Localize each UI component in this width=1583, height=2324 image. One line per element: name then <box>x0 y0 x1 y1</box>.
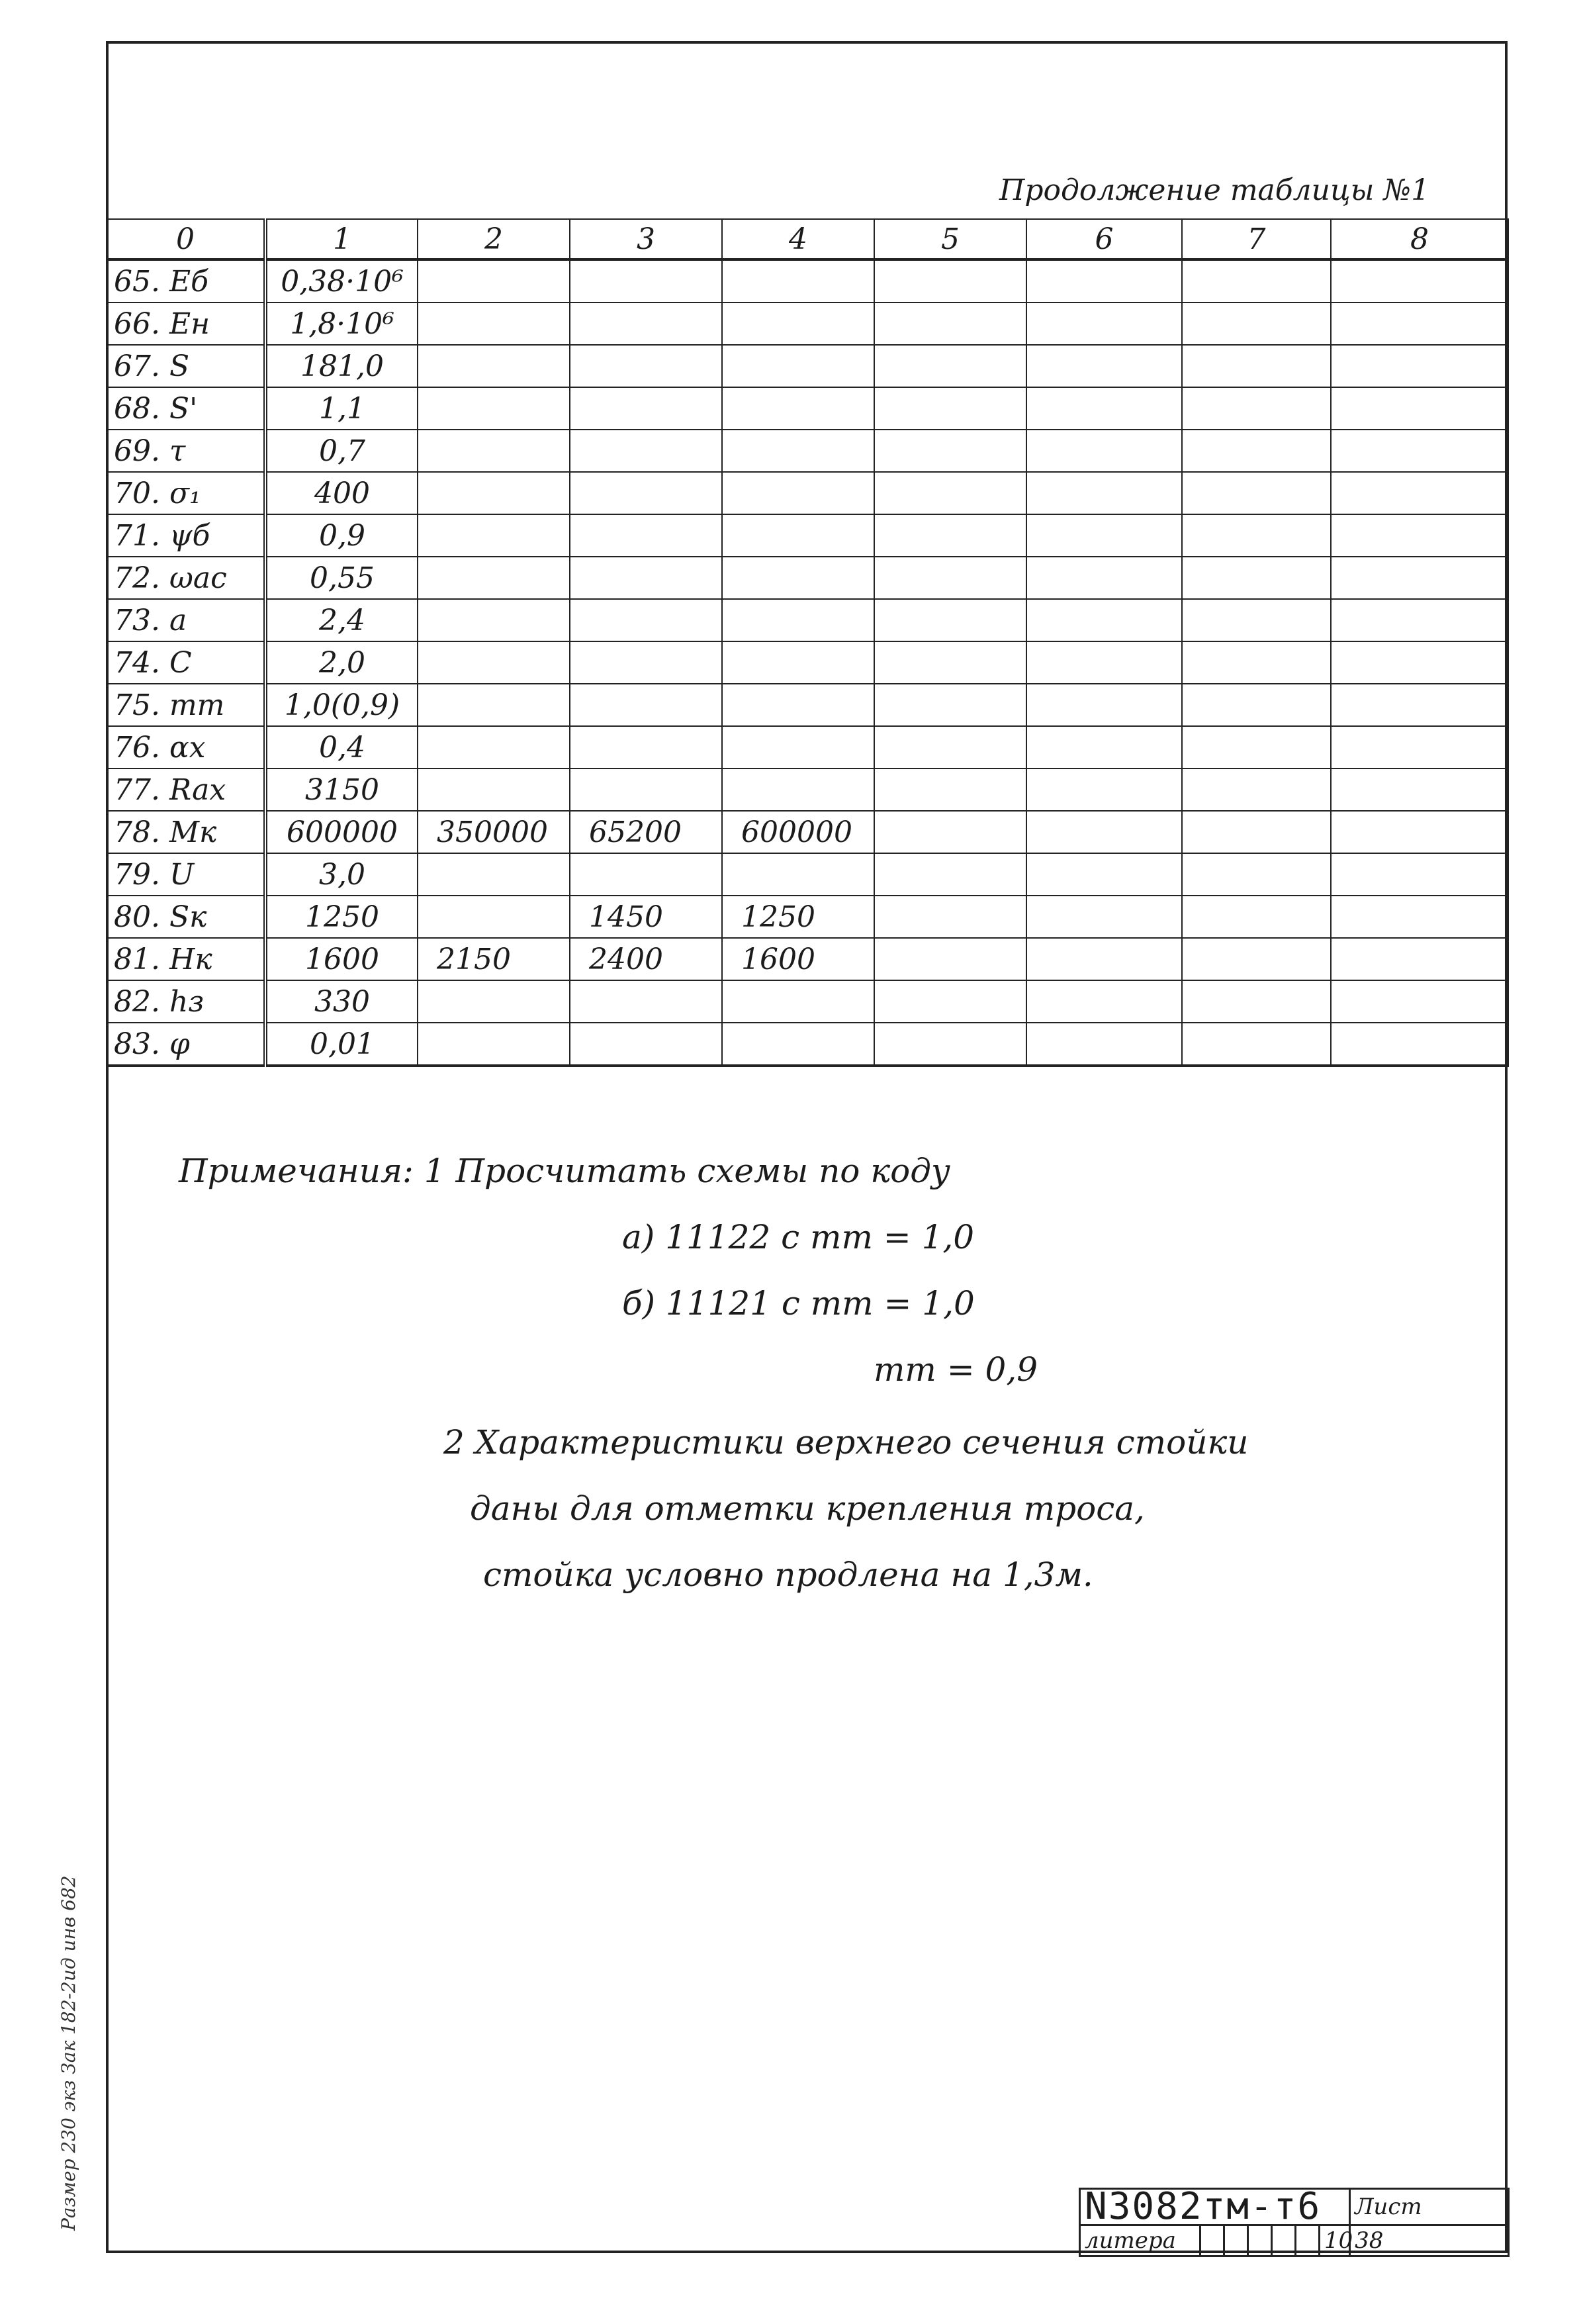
parameter-name-cell: 76. αx <box>107 726 265 768</box>
value-cell <box>722 259 874 302</box>
table-row <box>107 302 1508 345</box>
value-cell <box>570 1023 722 1066</box>
value-cell <box>418 896 570 938</box>
value-cell <box>1331 896 1508 938</box>
column-header: 1 <box>265 219 418 259</box>
table-row <box>107 430 1508 472</box>
value-cell <box>570 641 722 684</box>
table-header-row <box>107 219 1508 259</box>
value-cell <box>874 980 1026 1023</box>
value-cell <box>722 726 874 768</box>
table-row <box>107 768 1508 811</box>
side-annotation-text: Размер 230 экз Зак 182-2ид инв 682 <box>58 1875 79 2231</box>
parameter-name-cell: 67. S <box>107 345 265 387</box>
parameter-name-cell: 70. σ₁ <box>107 472 265 514</box>
value-cell <box>1182 896 1331 938</box>
notes-line-2b: б) 11121 с mт = 1,0 <box>622 1284 975 1323</box>
value-cell: 0,55 <box>265 557 418 599</box>
litera-label: литера <box>1080 2225 1200 2256</box>
value-cell <box>418 302 570 345</box>
value-cell <box>1182 302 1331 345</box>
value-cell <box>1331 726 1508 768</box>
parameter-name-cell: 68. S' <box>107 387 265 430</box>
table-row <box>107 896 1508 938</box>
value-cell <box>874 387 1026 430</box>
column-header: 5 <box>874 219 1026 259</box>
value-cell: 2,0 <box>265 641 418 684</box>
value-cell <box>1331 430 1508 472</box>
side-annotation <box>53 1701 93 2231</box>
value-cell <box>1026 641 1182 684</box>
value-cell <box>874 345 1026 387</box>
value-cell <box>570 430 722 472</box>
column-header: 7 <box>1182 219 1331 259</box>
table-row <box>107 557 1508 599</box>
value-cell <box>418 472 570 514</box>
value-cell <box>418 768 570 811</box>
value-cell <box>874 811 1026 853</box>
value-cell <box>418 387 570 430</box>
parameter-name-cell: 80. Sк <box>107 896 265 938</box>
parameter-name-cell: 73. a <box>107 599 265 641</box>
value-cell: 0,9 <box>265 514 418 557</box>
stamp-cell <box>1200 2225 1224 2256</box>
column-header: 3 <box>570 219 722 259</box>
value-cell <box>1182 259 1331 302</box>
value-cell <box>570 980 722 1023</box>
value-cell <box>1182 599 1331 641</box>
value-cell: 181,0 <box>265 345 418 387</box>
value-cell <box>722 387 874 430</box>
value-cell: 2,4 <box>265 599 418 641</box>
value-cell <box>874 853 1026 896</box>
value-cell <box>1026 853 1182 896</box>
table-row <box>107 811 1508 853</box>
value-cell <box>418 684 570 726</box>
value-cell <box>1331 684 1508 726</box>
table-row <box>107 980 1508 1023</box>
table-row <box>107 599 1508 641</box>
parameter-name-cell: 83. φ <box>107 1023 265 1066</box>
value-cell: 1600 <box>265 938 418 980</box>
value-cell <box>1331 472 1508 514</box>
parameters-table <box>106 218 1509 1067</box>
sheet-number: 10 <box>1320 2225 1350 2256</box>
value-cell <box>1182 853 1331 896</box>
value-cell <box>1331 768 1508 811</box>
value-cell <box>722 302 874 345</box>
notes-line-1: Примечания: 1 Просчитать схемы по коду <box>179 1152 950 1190</box>
notes-line-4: даны для отметки крепления троса, <box>470 1489 1145 1528</box>
column-header: 8 <box>1331 219 1508 259</box>
value-cell <box>1331 259 1508 302</box>
value-cell <box>1182 980 1331 1023</box>
value-cell <box>570 853 722 896</box>
value-cell <box>874 726 1026 768</box>
notes-line-5: стойка условно продлена на 1,3м. <box>483 1556 1093 1594</box>
value-cell <box>418 726 570 768</box>
table-row <box>107 1023 1508 1066</box>
column-header: 2 <box>418 219 570 259</box>
stamp-cell <box>1296 2225 1320 2256</box>
value-cell <box>1331 938 1508 980</box>
value-cell <box>1026 938 1182 980</box>
stamp-cell <box>1224 2225 1248 2256</box>
value-cell: 1,8·10⁶ <box>265 302 418 345</box>
value-cell <box>1026 430 1182 472</box>
parameter-name-cell: 72. ωас <box>107 557 265 599</box>
value-cell: 2400 <box>570 938 722 980</box>
value-cell: 1,0(0,9) <box>265 684 418 726</box>
table-row <box>107 259 1508 302</box>
value-cell <box>1026 259 1182 302</box>
parameter-name-cell: 74. C <box>107 641 265 684</box>
value-cell <box>1331 980 1508 1023</box>
value-cell <box>874 472 1026 514</box>
value-cell <box>1182 938 1331 980</box>
stamp-cell <box>1272 2225 1296 2256</box>
value-cell <box>570 259 722 302</box>
value-cell <box>1026 302 1182 345</box>
value-cell <box>874 684 1026 726</box>
value-cell <box>722 768 874 811</box>
value-cell: 600000 <box>265 811 418 853</box>
value-cell <box>418 641 570 684</box>
value-cell <box>1331 811 1508 853</box>
value-cell <box>874 259 1026 302</box>
value-cell <box>1331 345 1508 387</box>
value-cell <box>1182 387 1331 430</box>
value-cell <box>1026 896 1182 938</box>
value-cell <box>1026 684 1182 726</box>
value-cell: 400 <box>265 472 418 514</box>
value-cell: 0,01 <box>265 1023 418 1066</box>
parameter-name-cell: 82. hз <box>107 980 265 1023</box>
value-cell <box>1026 387 1182 430</box>
value-cell: 600000 <box>722 811 874 853</box>
value-cell <box>418 514 570 557</box>
table-row <box>107 641 1508 684</box>
parameter-name-cell: 78. Mк <box>107 811 265 853</box>
value-cell <box>722 853 874 896</box>
value-cell <box>1026 514 1182 557</box>
value-cell <box>874 599 1026 641</box>
value-cell <box>722 641 874 684</box>
value-cell <box>874 768 1026 811</box>
value-cell <box>1026 768 1182 811</box>
value-cell <box>418 980 570 1023</box>
value-cell: 1250 <box>265 896 418 938</box>
parameter-name-cell: 66. Ен <box>107 302 265 345</box>
table-continuation-caption: Продолжение таблицы №1 <box>999 173 1430 207</box>
value-cell: 330 <box>265 980 418 1023</box>
value-cell <box>1182 430 1331 472</box>
value-cell <box>570 387 722 430</box>
value-cell <box>1182 1023 1331 1066</box>
value-cell: 0,38·10⁶ <box>265 259 418 302</box>
value-cell <box>570 472 722 514</box>
value-cell: 3,0 <box>265 853 418 896</box>
value-cell <box>1026 811 1182 853</box>
value-cell <box>1182 345 1331 387</box>
value-cell <box>874 938 1026 980</box>
value-cell <box>874 514 1026 557</box>
value-cell: 350000 <box>418 811 570 853</box>
value-cell <box>570 726 722 768</box>
value-cell <box>1182 514 1331 557</box>
value-cell: 1250 <box>722 896 874 938</box>
sheet-total: 38 <box>1350 2225 1509 2256</box>
value-cell <box>874 557 1026 599</box>
sheet-label: Лист <box>1350 2189 1509 2225</box>
value-cell: 0,7 <box>265 430 418 472</box>
value-cell <box>570 514 722 557</box>
value-cell <box>1182 811 1331 853</box>
value-cell <box>1331 599 1508 641</box>
value-cell: 0,4 <box>265 726 418 768</box>
table-row <box>107 387 1508 430</box>
value-cell: 1600 <box>722 938 874 980</box>
value-cell <box>874 641 1026 684</box>
value-cell <box>1182 472 1331 514</box>
value-cell: 3150 <box>265 768 418 811</box>
parameter-name-cell: 79. U <box>107 853 265 896</box>
value-cell <box>722 472 874 514</box>
table-row <box>107 726 1508 768</box>
value-cell <box>1331 557 1508 599</box>
value-cell <box>418 1023 570 1066</box>
value-cell <box>874 896 1026 938</box>
value-cell <box>722 980 874 1023</box>
value-cell <box>1026 345 1182 387</box>
document-code: N3082тм-т6 <box>1080 2189 1350 2225</box>
value-cell <box>1182 641 1331 684</box>
table-row <box>107 345 1508 387</box>
value-cell <box>1026 980 1182 1023</box>
value-cell <box>418 345 570 387</box>
notes-line-3: 2 Характеристики верхнего сечения стойки <box>443 1423 1249 1462</box>
value-cell: 1,1 <box>265 387 418 430</box>
table-row <box>107 684 1508 726</box>
value-cell <box>418 557 570 599</box>
value-cell <box>570 557 722 599</box>
column-header: 6 <box>1026 219 1182 259</box>
value-cell <box>722 430 874 472</box>
parameter-name-cell: 81. Hк <box>107 938 265 980</box>
notes-line-2a: а) 11122 с mт = 1,0 <box>622 1218 975 1256</box>
table-row <box>107 472 1508 514</box>
parameter-name-cell: 69. τ <box>107 430 265 472</box>
column-header: 4 <box>722 219 874 259</box>
value-cell: 2150 <box>418 938 570 980</box>
value-cell <box>722 345 874 387</box>
value-cell <box>570 345 722 387</box>
value-cell <box>570 768 722 811</box>
parameter-name-cell: 75. mт <box>107 684 265 726</box>
value-cell <box>722 514 874 557</box>
value-cell <box>1026 472 1182 514</box>
value-cell <box>874 302 1026 345</box>
value-cell <box>1331 1023 1508 1066</box>
value-cell <box>1182 684 1331 726</box>
table-row <box>107 853 1508 896</box>
value-cell <box>570 684 722 726</box>
value-cell <box>722 599 874 641</box>
value-cell <box>570 599 722 641</box>
table-row <box>107 938 1508 980</box>
value-cell <box>874 430 1026 472</box>
notes-line-2c: mт = 0,9 <box>874 1350 1038 1389</box>
value-cell <box>1331 514 1508 557</box>
column-header: 0 <box>107 219 265 259</box>
value-cell <box>1182 768 1331 811</box>
value-cell <box>418 599 570 641</box>
value-cell: 65200 <box>570 811 722 853</box>
value-cell <box>1182 726 1331 768</box>
value-cell <box>1182 557 1331 599</box>
value-cell <box>1331 853 1508 896</box>
value-cell <box>1331 387 1508 430</box>
value-cell <box>418 430 570 472</box>
value-cell <box>418 259 570 302</box>
parameter-name-cell: 65. Eб <box>107 259 265 302</box>
value-cell: 1450 <box>570 896 722 938</box>
parameter-name-cell: 77. Rax <box>107 768 265 811</box>
title-stamp <box>1079 2185 1510 2257</box>
value-cell <box>570 302 722 345</box>
value-cell <box>874 1023 1026 1066</box>
value-cell <box>722 684 874 726</box>
value-cell <box>418 853 570 896</box>
value-cell <box>1026 599 1182 641</box>
value-cell <box>722 1023 874 1066</box>
value-cell <box>1026 1023 1182 1066</box>
parameter-name-cell: 71. ψб <box>107 514 265 557</box>
value-cell <box>722 557 874 599</box>
stamp-cell <box>1248 2225 1272 2256</box>
value-cell <box>1026 726 1182 768</box>
value-cell <box>1026 557 1182 599</box>
value-cell <box>1331 302 1508 345</box>
table-row <box>107 514 1508 557</box>
value-cell <box>1331 641 1508 684</box>
